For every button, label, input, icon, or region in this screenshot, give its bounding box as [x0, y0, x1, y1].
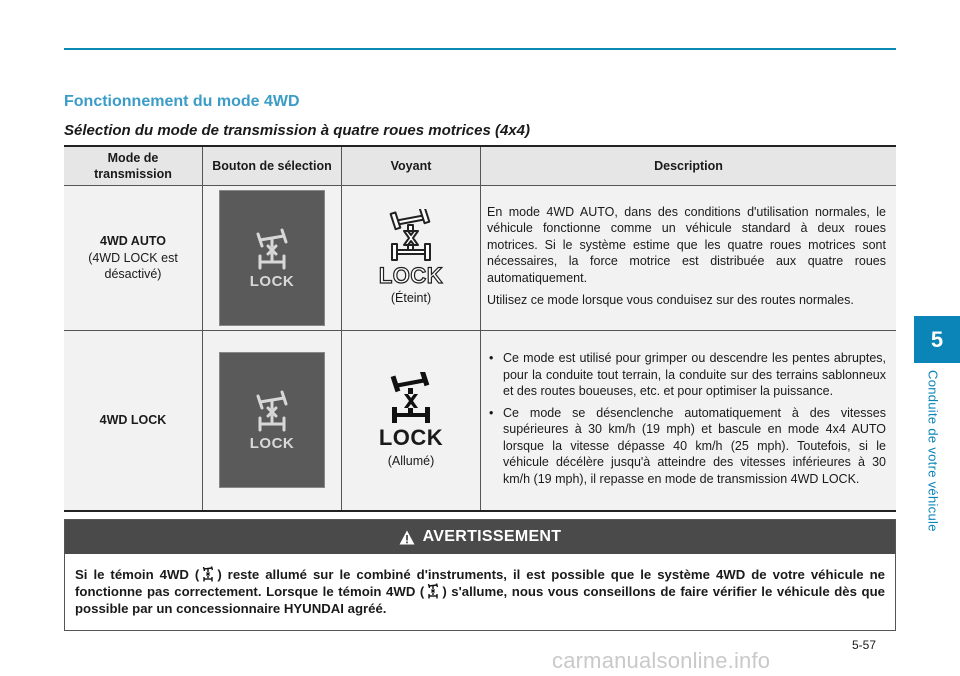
header-description: Description [481, 146, 897, 186]
header-indicator: Voyant [342, 146, 481, 186]
4wd-warning-icon [427, 583, 439, 599]
mode-title: 4WD AUTO [100, 234, 166, 249]
button-lock-label: LOCK [249, 272, 295, 290]
button-cell [203, 331, 342, 511]
button-cell [203, 186, 342, 331]
warning-text-part: ) reste allumé sur le combiné d'instruments, il est possible que le système 4WD de votre véhicule ne fonctionne pas correctement. Lorsque le témoin 4WD ( [75, 567, 885, 599]
4wd-indicator-icon [388, 209, 434, 261]
warning-triangle-icon [399, 530, 415, 545]
description-cell [481, 331, 897, 511]
indicator-cell [342, 186, 481, 331]
page-number: 5-57 [852, 638, 877, 652]
warning-text-part: Si le témoin 4WD ( [75, 567, 200, 582]
top-rule [64, 48, 896, 50]
description-paragraph: En mode 4WD AUTO, dans des conditions d'utilisation normales, le véhicule fonctionne comme un véhicule standard à deux roues motrices. Si le système estime que les quatre roues motrices sont nécessaires, la force motrice est distribuée aux quatre roues automatiquement. [487, 204, 886, 285]
table-row [64, 331, 896, 511]
warning-title: AVERTISSEMENT [422, 528, 562, 545]
warning-header [65, 520, 895, 554]
header-button: Bouton de sélection [203, 146, 342, 186]
warning-text-part: ) s'allume, nous vous conseillons de faire vérifier le véhicule dès que possible par un concessionnaire HYUNDAI agréé. [75, 584, 885, 616]
watermark: carmanualsonline.info [552, 648, 771, 673]
table-title: Sélection du mode de transmission à quatre roues motrices (4x4) [64, 122, 530, 139]
button-lock-label: LOCK [249, 435, 295, 452]
section-title: Fonctionnement du mode 4WD [64, 93, 300, 110]
indicator-lock-label: LOCK [378, 425, 444, 450]
drivetrain-icon [250, 226, 294, 270]
chapter-side-label: Conduite de votre véhicule [925, 370, 941, 532]
indicator-cell [342, 331, 481, 511]
description-paragraph: Utilisez ce mode lorsque vous conduisez sur des routes normales. [487, 293, 854, 307]
indicator-state: (Allumé) [387, 453, 435, 468]
drivetrain-icon [250, 388, 294, 432]
chapter-tab[interactable]: 5 [914, 316, 960, 363]
list-item: • Ce mode se désenclenche automatiquement à des vitesses supérieures à 30 km/h (19 mph) et bascule en mode 4x4 AUTO lorsque la vitesse dépasse 40 km/h (25 mph). Toutefois, si le véhicule décélère jusqu'à atteindre des vitesses inférieures à 30 km/h (19 mph), il repasse en mode de transmission 4WD LOCK. [487, 405, 886, 488]
mode-subtitle: (4WD LOCK est désactivé) [88, 250, 178, 282]
indicator-state: (Éteint) [390, 291, 432, 306]
4wd-lock-button[interactable] [219, 190, 325, 326]
warning-box [64, 519, 896, 631]
indicator-lock-label: LOCK [378, 262, 444, 288]
list-item: • Ce mode est utilisé pour grimper ou descendre les pentes abruptes, pour la conduite tout terrain, la conduite sur des terrains sablonneux et des routes boueuses, etc. et pour optimiser la puissance. [487, 350, 886, 400]
mode-cell [64, 331, 203, 511]
mode-cell [64, 186, 203, 331]
4wd-warning-icon [202, 566, 214, 582]
4wd-indicator-icon [388, 372, 434, 424]
mode-title: 4WD LOCK [99, 413, 167, 427]
4wd-lock-button[interactable] [219, 352, 325, 488]
table-row [64, 186, 896, 331]
warning-text [65, 554, 895, 617]
description-cell [481, 186, 897, 331]
table-header-row [64, 146, 896, 186]
header-mode: Mode de transmission [64, 146, 203, 186]
4wd-mode-table [64, 145, 896, 512]
description-list [487, 350, 886, 487]
